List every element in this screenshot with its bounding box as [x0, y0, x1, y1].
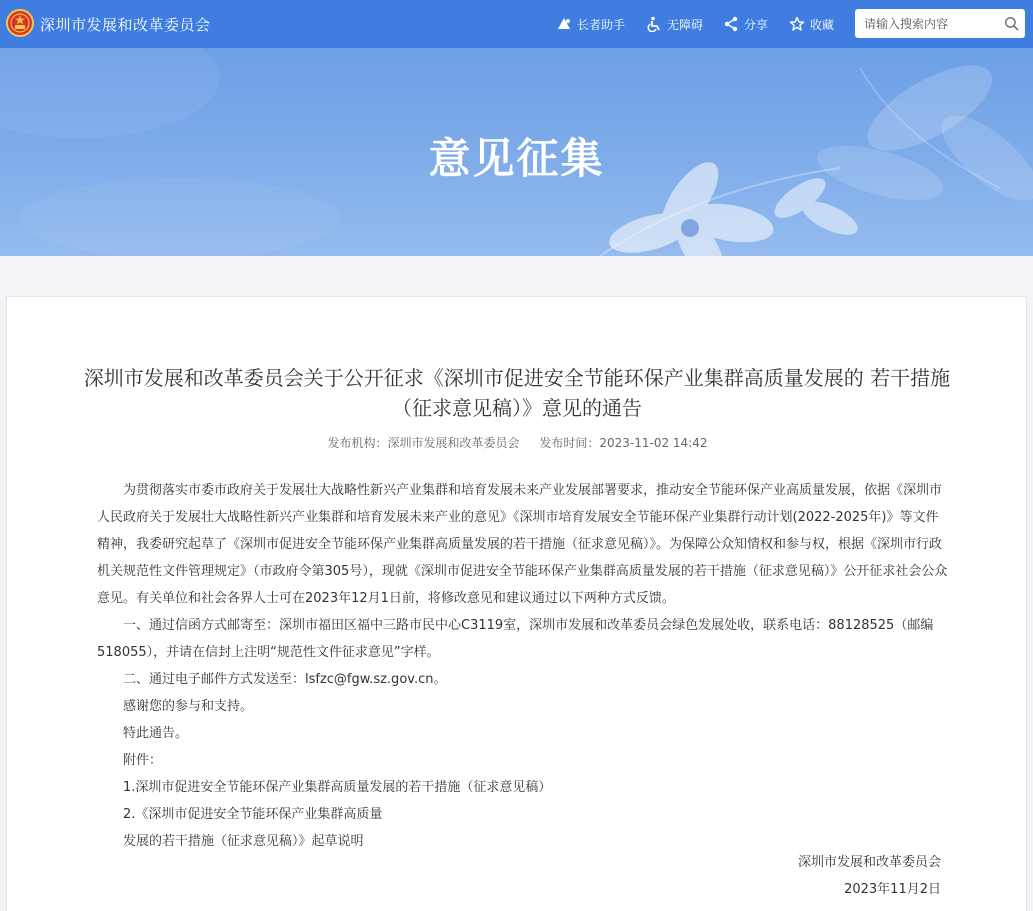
publisher-info [327, 436, 519, 450]
elder-assist-icon [556, 16, 572, 32]
article-meta [7, 434, 1028, 451]
publish-time-value: 2023-11-02 14:42 [599, 436, 708, 450]
publish-time-label: 发布时间： [539, 436, 600, 450]
favorite-button[interactable] [789, 15, 834, 33]
elder-assist-label: 长者助手 [577, 17, 626, 32]
attachment-link[interactable]: 1.深圳市促进安全节能环保产业集群高质量发展的若干措施（征求意见稿） [123, 780, 552, 795]
national-emblem-icon[interactable] [6, 9, 34, 37]
paragraph: 为贯彻落实市委市政府关于发展壮大战略性新兴产业集群和培育发展未来产业发展部署要求，推动安全节能环保产业高质量发展，依据《深圳市人民政府关于发展壮大战略性新兴产业集群和培育发展未来产业的意见》《深圳市培育发展安全节能环保产业集群行动计划(2022-2025年)》等文件精神，我委研究起草了《深圳市促进安全节能环保产业集群高质量发展的若干措施（征求意见稿）》。为保障公众知情权和参与权，根据《深圳市行政机关规范性文件管理规定》（市政府令第305号），现就《深圳市促进安全节能环保产业集群高质量发展的若干措施（征求意见稿）》公开征求社会公众意见。有关单位和社会各界人士可在2023年12月1日前，将修改意见和建议通过以下两种方式反馈。 [97, 483, 948, 606]
paragraph: 特此通告。 [123, 726, 189, 741]
publisher-value: 深圳市发展和改革委员会 [387, 436, 520, 450]
favorite-label: 收藏 [810, 17, 835, 32]
accessibility-icon [646, 16, 662, 32]
accessibility-button[interactable] [646, 15, 703, 33]
paragraph: 一、通过信函方式邮寄至：深圳市福田区福中三路市民中心C3119室，深圳市发展和改革委员会绿色发展处收，联系电话：88128525（邮编518055），并请在信封上注明“规范性文件征求意见”字样。 [97, 618, 934, 660]
publisher-label: 发布机构： [327, 436, 388, 450]
elder-assist-button[interactable] [556, 15, 625, 33]
share-label: 分享 [744, 17, 769, 32]
star-icon [789, 16, 805, 32]
signature-date: 2023年11月2日 [844, 882, 941, 897]
search-box [855, 9, 1025, 38]
search-button[interactable] [1000, 13, 1022, 35]
attachment-link[interactable]: 2.《深圳市促进安全节能环保产业集群高质量 [123, 807, 383, 822]
search-icon [1004, 16, 1019, 31]
signature-block [798, 849, 941, 903]
article-body [97, 477, 949, 855]
page-banner [0, 48, 1033, 256]
site-title[interactable]: 深圳市发展和改革委员会 [40, 16, 211, 34]
accessibility-label: 无障碍 [667, 17, 704, 32]
article-title: 深圳市发展和改革委员会关于公开征求《深圳市促进安全节能环保产业集群高质量发展的 若干措施（征求意见稿）》意见的通告 [83, 366, 951, 420]
article-card [6, 296, 1027, 911]
paragraph: 二、通过电子邮件方式发送至：lsfzc@fgw.sz.gov.cn。 [123, 672, 447, 687]
top-bar [0, 0, 1033, 48]
banner-title: 意见征集 [428, 134, 605, 183]
search-input[interactable] [864, 10, 1000, 37]
share-icon [723, 16, 739, 32]
publish-time [539, 436, 707, 450]
signature: 深圳市发展和改革委员会 [797, 855, 941, 870]
paragraph: 感谢您的参与和支持。 [123, 699, 254, 714]
attachments-label: 附件： [123, 753, 163, 768]
share-button[interactable] [723, 15, 768, 33]
attachment-link[interactable]: 发展的若干措施（征求意见稿）》起草说明 [123, 834, 364, 849]
